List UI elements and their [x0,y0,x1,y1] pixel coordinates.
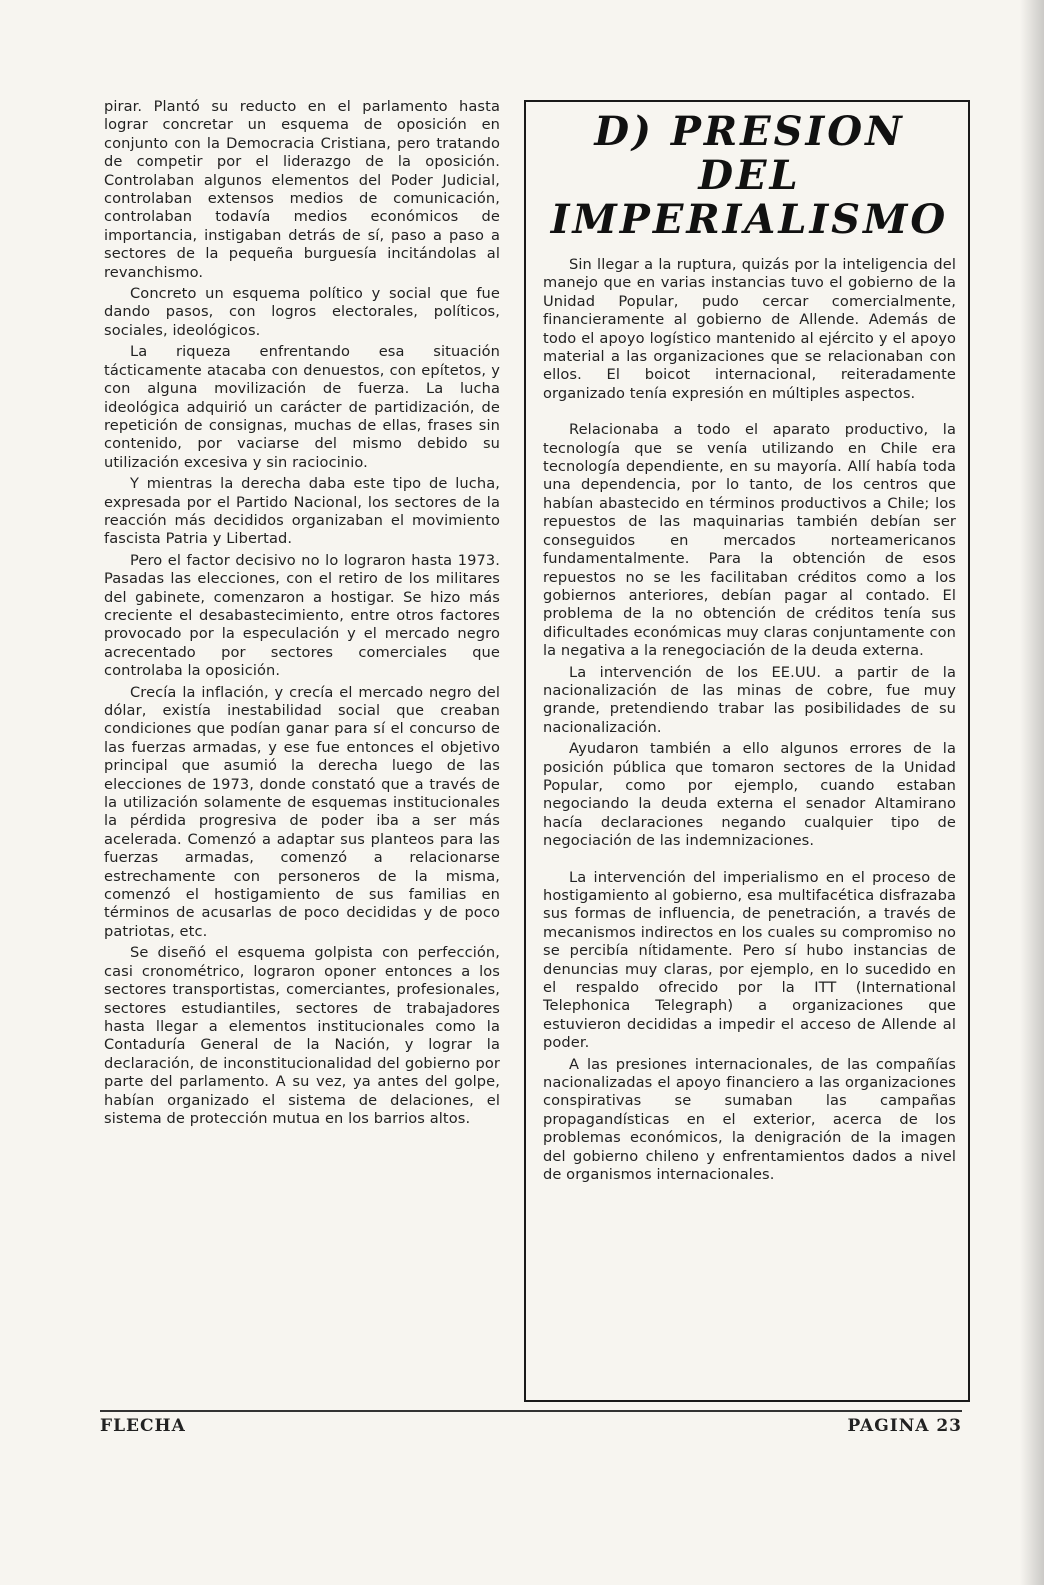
page-number: PAGINA 23 [847,1416,962,1436]
page-footer [100,1410,962,1438]
section-heading: D) PRESION DEL IMPERIALISMO [550,108,949,243]
footer-rule [100,1410,962,1412]
paragraph: pirar. Plantó su reducto en el parlamento hasta lograr concretar un esquema de oposición en conjunto con la Democracia Cristiana, pero tratando de competir por el liderazgo de la oposición. Controlaban algunos elementos del Poder Judicial, controlaban extensos medios de comunicación, controlaban todavía medios económicos de importancia, instigaban detrás de sí, paso a paso a sectores de la pequeña burguesía incitándolas al revanchismo. [104,98,500,281]
publication-name: FLECHA [100,1416,186,1436]
paragraph: A las presiones internacionales, de las compañías nacionalizadas el apoyo financiero a las organizaciones conspirativas se sumaban las campañas propagandísticas en el exterior, acerca de los problemas económicos, la denigración de la imagen del gobierno chileno y enfrentamientos dados a nivel de organismos internacionales. [543,1055,956,1184]
paragraph: Pero el factor decisivo no lo lograron hasta 1973. Pasadas las elecciones, con el retiro de los militares del gabinete, comenzaron a hostigar. Se hizo más creciente el desabastecimiento, entre otros factores provocado por la especulación y el mercado negro acrecentado por sectores comerciales que controlaba la oposición. [104,551,500,680]
section-body [543,256,956,1185]
left-text-column [104,98,500,1131]
paragraph: La intervención del imperialismo en el proceso de hostigamiento al gobierno, esa multifacética disfrazaba sus formas de influencia, de penetración, a través de mecanismos indirectos en los cuales su compromiso no se percibía nítidamente. Pero sí hubo instancias de denuncias muy claras, por ejemplo, en lo sucedido en el respaldo ofrecido por la ITT (International Telephonica Telegraph) a organizaciones que estuvieron decididas a impedir el acceso de Allende al poder. [543,868,956,1052]
paragraph: La intervención de los EE.UU. a partir de la nacionalización de las minas de cobre, fue muy grande, pretendiendo trabar las posibilidades de su nacionalización. [543,663,956,736]
page-edge-shadow [1020,0,1044,1585]
paragraph: Se diseñó el esquema golpista con perfección, casi cronométrico, lograron oponer entonces a los sectores transportistas, comerciantes, profesionales, sectores estudiantiles, sectores de trabajadores hasta llegar a elementos institucionales como la Contaduría General de la Nación, y lograr la declaración, de inconstitucionalidad del gobierno por parte del parlamento. A su vez, ya antes del golpe, habían organizado el sistema de delaciones, el sistema de protección mutua en los barrios altos. [104,944,500,1127]
boxed-section [524,100,970,1402]
paragraph: Sin llegar a la ruptura, quizás por la inteligencia del manejo que en varias instancias tuvo el gobierno de la Unidad Popular, pudo cercar comercialmente, financieramente al gobierno de Allende. Además de todo el apoyo logístico mantenido al ejército y el apoyo material a las organizaciones que se relacionaban con ellos. El boicot internacional, reiteradamente organizado tenía expresión en múltiples aspectos. [543,256,956,402]
paragraph: Ayudaron también a ello algunos errores de la posición pública que tomaron sectores de la Unidad Popular, como por ejemplo, cuando estaban negociando la deuda externa el senador Altamirano hacía declaraciones negando cualquier tipo de negociación de las indemnizaciones. [543,740,956,850]
paragraph: La riqueza enfrentando esa situación tácticamente atacaba con denuestos, con epítetos, y con alguna movilización de fuerza. La lucha ideológica adquirió un carácter de partidización, de repetición de consignas, muchas de ellas, frases sin contenido, por vaciarse del mismo debido su utilización excesiva y sin raciocinio. [104,343,500,471]
paragraph: Relacionaba a todo el aparato productivo, la tecnología que se venía utilizando en Chile era tecnología dependiente, en su mayoría. Allí había toda una dependencia, por lo tanto, de los centros que habían abastecido en términos productivos a Chile; los repuestos de las maquinarias también debían ser conseguidos en mercados norteamericanos fundamentalmente. Para la obtención de esos repuestos no se les facilitaban créditos como a los gobiernos anteriores, debían pagar al contado. El problema de la no obtención de créditos tenía sus dificultades económicas muy claras conjuntamente con la negativa a la renegociación de la deuda externa. [543,421,956,660]
paragraph: Crecía la inflación, y crecía el mercado negro del dólar, existía inestabilidad social que creaban condiciones que podían ganar para sí el concurso de las fuerzas armadas, y ese fue entonces el objetivo principal que asumió la derecha luego de las elecciones de 1973, donde constató que a través de la utilización solamente de esquemas institucionales la pérdida progresiva de poder iba a ser más acelerada. Comenzó a adaptar sus planteos para las fuerzas armadas, comenzó a relacionarse estrechamente con personeros de la misma, comenzó el hostigamiento de sus familias en términos de acusarlas de poco decididas y de poco patriotas, etc. [104,683,500,940]
paragraph: Concreto un esquema político y social que fue dando pasos, con logros electorales, políticos, sociales, ideológicos. [104,285,500,339]
paragraph: Y mientras la derecha daba este tipo de lucha, expresada por el Partido Nacional, los sectores de la reacción más decididos organizaban el movimiento fascista Patria y Libertad. [104,475,500,548]
